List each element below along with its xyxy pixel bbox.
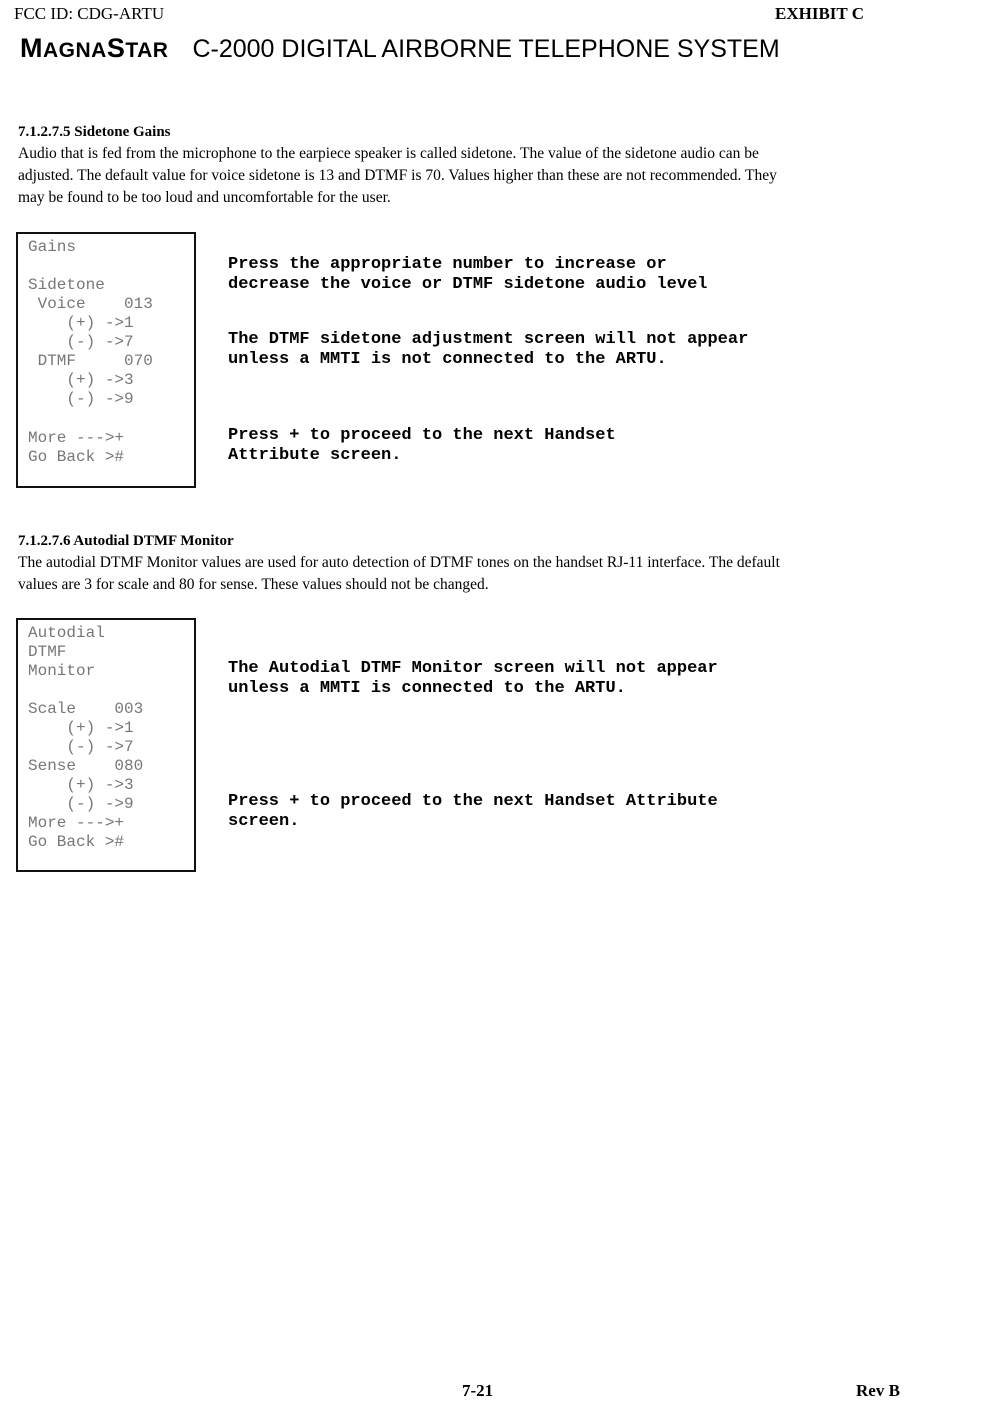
revision-label: Rev B [856, 1381, 900, 1400]
section-heading-sidetone-gains: 7.1.2.7.5 Sidetone Gains [18, 124, 171, 140]
paragraph-line: Audio that is fed from the microphone to the earpiece speaker is called sidetone. The value of the sidetone audio can be [18, 145, 759, 162]
screen-line: (+) ->1 [28, 314, 134, 332]
screen-line: (-) ->7 [28, 738, 134, 756]
instruction-note: Press the appropriate number to increase or decrease the voice or DTMF sidetone audio level [228, 255, 708, 294]
brand-logo: MAGNASTAR [20, 33, 169, 63]
screen-line: (-) ->9 [28, 390, 134, 408]
fcc-id: FCC ID: CDG-ARTU [14, 4, 165, 23]
page-number: 7-21 [462, 1381, 494, 1400]
instruction-note: Press + to proceed to the next Handset Attribute screen. [228, 792, 718, 831]
screen-line: Voice 013 [28, 295, 153, 313]
section-heading-autodial-dtmf: 7.1.2.7.6 Autodial DTMF Monitor [18, 533, 234, 549]
instruction-note: The Autodial DTMF Monitor screen will not appear unless a MMTI is connected to the ARTU. [228, 659, 718, 698]
screen-line: More --->+ [28, 814, 125, 832]
instruction-note: The DTMF sidetone adjustment screen will not appear unless a MMTI is not connected to the ARTU. [228, 330, 749, 369]
screen-line: Gains [28, 238, 77, 256]
screen-line: More --->+ [28, 429, 125, 447]
screen-line: DTMF [28, 643, 67, 661]
gains-screen-display [16, 232, 196, 488]
screen-line: (-) ->9 [28, 795, 134, 813]
screen-line: (+) ->3 [28, 776, 134, 794]
screen-line: DTMF 070 [28, 352, 153, 370]
autodial-screen-display [16, 618, 196, 872]
screen-line: Scale 003 [28, 700, 144, 718]
screen-line: Autodial [28, 624, 105, 642]
exhibit-label: EXHIBIT C [775, 4, 864, 23]
screen-line: Go Back ># [28, 833, 125, 851]
screen-line: (-) ->7 [28, 333, 134, 351]
paragraph-line: values are 3 for scale and 80 for sense. These values should not be changed. [18, 576, 489, 593]
paragraph-line: may be found to be too loud and uncomfortable for the user. [18, 189, 391, 206]
screen-line: Monitor [28, 662, 96, 680]
screen-line: Go Back ># [28, 448, 125, 466]
paragraph-line: The autodial DTMF Monitor values are used for auto detection of DTMF tones on the handset RJ-11 interface. The default [18, 554, 780, 571]
product-title: C-2000 DIGITAL AIRBORNE TELEPHONE SYSTEM [192, 35, 780, 63]
screen-line: Sense 080 [28, 757, 144, 775]
section-paragraph-autodial [18, 552, 990, 596]
paragraph-line: adjusted. The default value for voice sidetone is 13 and DTMF is 70. Values higher than these are not recommended. They [18, 167, 777, 184]
section-paragraph-sidetone [18, 143, 990, 209]
instruction-note: Press + to proceed to the next Handset Attribute screen. [228, 426, 616, 465]
title-row [20, 33, 780, 64]
screen-line: Sidetone [28, 276, 105, 294]
screen-line: (+) ->1 [28, 719, 134, 737]
screen-line: (+) ->3 [28, 371, 134, 389]
